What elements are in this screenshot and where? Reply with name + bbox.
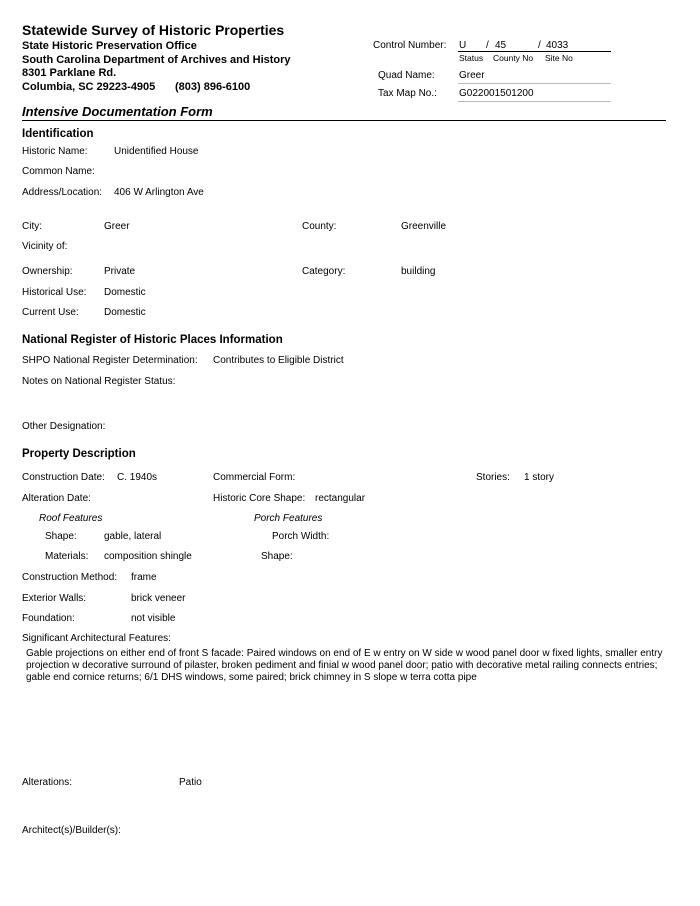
exterior-walls-value: brick veneer (131, 593, 186, 604)
stories-value: 1 story (524, 472, 555, 483)
alteration-date-label: Alteration Date: (22, 493, 91, 504)
quad-name-underline (458, 83, 611, 84)
control-county-no: 45 (495, 40, 507, 51)
construction-method-value: frame (131, 572, 157, 583)
roof-shape-value: gable, lateral (104, 531, 162, 542)
historical-use-label: Historical Use: (22, 287, 87, 298)
department-name: South Carolina Department of Archives and History (22, 54, 291, 66)
city-label: City: (22, 221, 42, 232)
ownership-label: Ownership: (22, 266, 73, 277)
survey-title: Statewide Survey of Historic Properties (22, 22, 285, 38)
roof-materials-label: Materials: (45, 551, 89, 562)
construction-method-label: Construction Method: (22, 572, 118, 583)
control-sep-2: / (538, 40, 541, 51)
stories-label: Stories: (476, 472, 510, 483)
historic-name-value: Unidentified House (114, 146, 199, 157)
quad-name-value: Greer (459, 70, 485, 81)
roof-shape-label: Shape: (45, 531, 77, 542)
tax-map-underline (458, 101, 611, 102)
exterior-walls-label: Exterior Walls: (22, 593, 87, 604)
historical-use-value: Domestic (104, 287, 146, 298)
shpo-determination-value: Contributes to Eligible District (213, 355, 344, 366)
shpo-determination-label: SHPO National Register Determination: (22, 355, 198, 366)
county-value: Greenville (401, 221, 447, 232)
quad-name-label: Quad Name: (378, 70, 435, 81)
historic-name-label: Historic Name: (22, 146, 88, 157)
roof-materials-value: composition shingle (104, 551, 192, 562)
common-name-label: Common Name: (22, 166, 95, 177)
other-designation-label: Other Designation: (22, 421, 106, 432)
architect-builder-label: Architect(s)/Builder(s): (22, 825, 121, 836)
city-zip: Columbia, SC 29223-4905 (22, 81, 156, 93)
foundation-label: Foundation: (22, 613, 75, 624)
tax-map-value: G022001501200 (459, 88, 534, 99)
national-register-heading: National Register of Historic Places Information (22, 334, 283, 346)
category-label: Category: (302, 266, 346, 277)
porch-shape-label: Shape: (261, 551, 293, 562)
identification-heading: Identification (22, 128, 94, 140)
foundation-value: not visible (131, 613, 176, 624)
control-number-underline (458, 51, 611, 52)
property-description-heading: Property Description (22, 448, 136, 460)
office-name: State Historic Preservation Office (22, 40, 197, 52)
alterations-value: Patio (179, 777, 202, 788)
address-value: 406 W Arlington Ave (114, 187, 204, 198)
form-title-rule (22, 120, 666, 121)
control-status: U (459, 40, 467, 51)
city-value: Greer (104, 221, 130, 232)
alterations-label: Alterations: (22, 777, 73, 788)
vicinity-label: Vicinity of: (22, 241, 68, 252)
significant-features-label: Significant Architectural Features: (22, 633, 171, 644)
form-title: Intensive Documentation Form (22, 104, 213, 119)
nr-notes-label: Notes on National Register Status: (22, 376, 176, 387)
control-number-label: Control Number: (373, 40, 447, 51)
phone-number: (803) 896-6100 (175, 81, 251, 93)
street-address: 8301 Parklane Rd. (22, 67, 117, 79)
control-status-caption: Status (459, 53, 484, 63)
control-site-no: 4033 (546, 40, 569, 51)
core-shape-value: rectangular (315, 493, 366, 504)
roof-features-heading: Roof Features (39, 513, 103, 524)
control-sep-1: / (486, 40, 489, 51)
construction-date-label: Construction Date: (22, 472, 105, 483)
commercial-form-label: Commercial Form: (213, 472, 296, 483)
tax-map-label: Tax Map No.: (378, 88, 437, 99)
ownership-value: Private (104, 266, 136, 277)
control-county-caption: County No (493, 53, 534, 63)
significant-features-text: Gable projections on either end of front S facade: Paired windows on end of E w entry on W side w wood panel door w fixed lights, smaller entry projection w decorative surround of pilaster, broken pediment and finial w wood panel door; patio with decorative metal railing connects entries; gable end cornice returns; 6/1 DHS windows, some paired; brick chimney in S slope w terra cotta pipe (26, 648, 663, 683)
porch-features-heading: Porch Features (254, 513, 323, 524)
county-label: County: (302, 221, 337, 232)
core-shape-label: Historic Core Shape: (213, 493, 306, 504)
control-site-caption: Site No (545, 53, 573, 63)
construction-date-value: C. 1940s (117, 472, 158, 483)
address-label: Address/Location: (22, 187, 103, 198)
current-use-value: Domestic (104, 307, 146, 318)
current-use-label: Current Use: (22, 307, 79, 318)
porch-width-label: Porch Width: (272, 531, 330, 542)
category-value: building (401, 266, 436, 277)
